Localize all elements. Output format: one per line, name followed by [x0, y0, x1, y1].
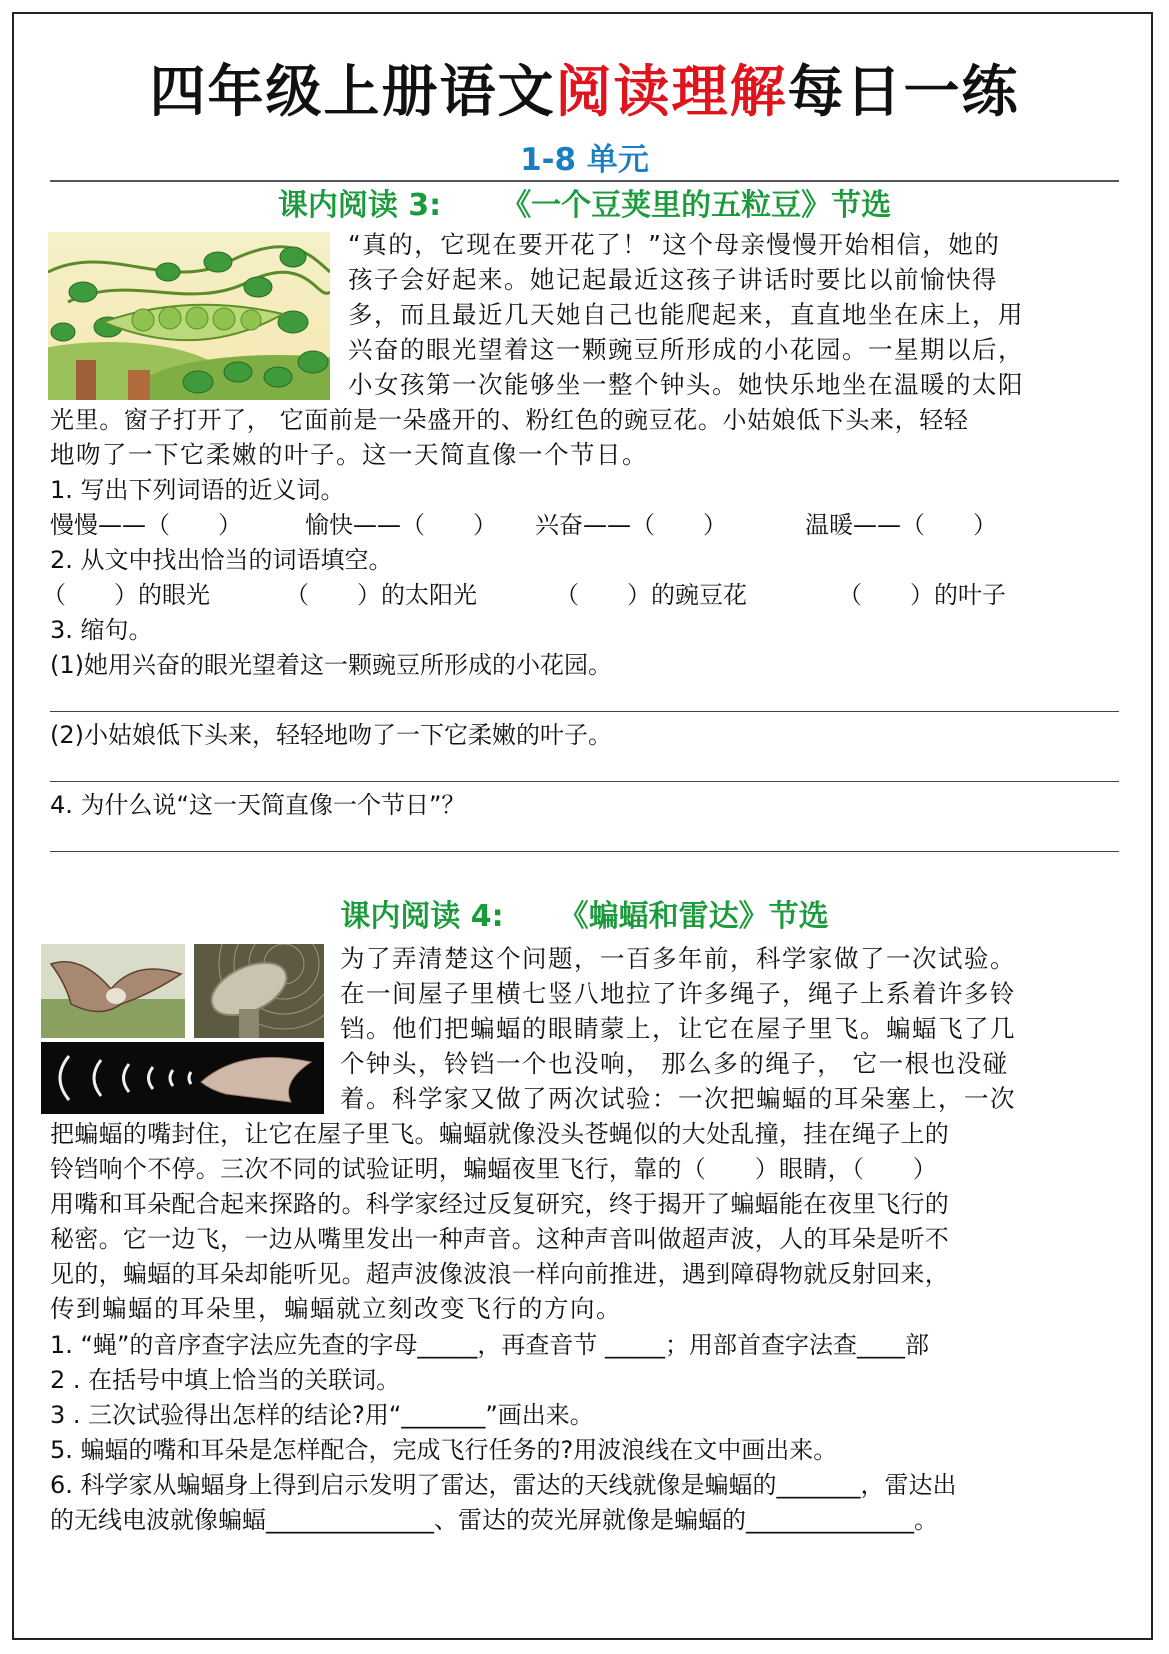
radar-dish-photo-icon: [194, 944, 324, 1038]
section4-passage-line-3: 铛。他们把蝙蝠的眼睛蒙上，让它在屋子里飞。蝙蝠飞了几: [340, 1014, 1016, 1043]
section4-question-5: 5. 蝙蝠的嘴和耳朵是怎样配合，完成飞行任务的?用波浪线在文中画出来。: [50, 1436, 838, 1464]
section4-question-3: 3 . 三次试验得出怎样的结论?用“_______”画出来。: [50, 1401, 594, 1429]
section3-label: 课内阅读 3:: [277, 188, 442, 223]
page-title: [0, 58, 1169, 128]
section4-question-6-cont: 的无线电波就像蝙蝠______________、雷达的荧光屏就像是蝙蝠的______________。: [50, 1506, 938, 1534]
section4-question-2: 2 . 在括号中填上恰当的关联词。: [50, 1366, 401, 1394]
answer-line-3-1[interactable]: [50, 711, 1119, 712]
section4-title: [0, 897, 1169, 937]
section4-passage-line-11: 传到蝙蝠的耳朵里，蝙蝠就立刻改变飞行的方向。: [50, 1294, 622, 1323]
header-divider: [50, 180, 1119, 182]
section3-book: 《一个豆荚里的五粒豆》节选: [501, 188, 892, 223]
pea-pod-illustration-icon: [48, 232, 330, 400]
section3-passage-line-1: “真的，它现在要开花了！”这个母亲慢慢开始相信，她的: [348, 230, 1001, 259]
section4-passage-line-9: 秘密。它一边飞，一边从嘴里发出一种声音。这种声音叫做超声波，人的耳朵是听不: [50, 1225, 950, 1253]
title-part-2: 每日一练: [787, 60, 1020, 125]
section3-passage-line-4: 兴奋的眼光望着这一颗豌豆所形成的小花园。一星期以后，: [348, 335, 1024, 364]
section4-label: 课内阅读 4:: [340, 899, 504, 934]
page-subtitle: 1-8 单元: [520, 142, 649, 178]
section4-passage-line-4: 个钟头，铃铛一个也没响， 那么多的绳子， 它一根也没碰: [340, 1049, 1009, 1078]
fill-item-1: （ ）的眼光: [42, 581, 210, 609]
section3-passage-line-6: 光里。窗子打开了， 它面前是一朵盛开的、粉红色的豌豆花。小姑娘低下头来，轻轻: [50, 406, 969, 434]
section4-passage-line-8: 用嘴和耳朵配合起来探路的。科学家经过反复研究，终于揭开了蝙蝠能在夜里飞行的: [50, 1190, 950, 1218]
synonym-item-1: 慢慢——（ ）: [50, 511, 242, 539]
section3-question-3-2: (2)小姑娘低下头来，轻轻地吻了一下它柔嫩的叶子。: [50, 721, 612, 749]
section3-title: [0, 186, 1169, 226]
fill-item-4: （ ）的叶子: [838, 581, 1006, 609]
answer-line-4[interactable]: [50, 851, 1119, 852]
title-part-1: 四年级上册语文: [149, 60, 556, 125]
synonym-item-2: 愉快——（ ）: [305, 511, 497, 539]
section3-question-3-1: (1)她用兴奋的眼光望着这一颗豌豆所形成的小花园。: [50, 651, 612, 679]
section3-passage-line-7: 地吻了一下它柔嫩的叶子。这一天简直像一个节日。: [50, 440, 648, 469]
answer-line-3-2[interactable]: [50, 781, 1119, 782]
section4-passage-line-5: 着。科学家又做了两次试验：一次把蝙蝠的耳朵塞上，一次: [340, 1084, 1016, 1113]
synonym-item-3: 兴奋——（ ）: [535, 511, 727, 539]
section3-question-1: 1. 写出下列词语的近义词。: [50, 476, 345, 504]
bat-photo-icon: [41, 944, 185, 1038]
fill-item-2: （ ）的太阳光: [285, 581, 477, 609]
section4-passage-line-1: 为了弄清楚这个问题，一百多年前，科学家做了一次试验。: [340, 944, 1016, 973]
title-highlight: 阅读理解: [555, 60, 788, 125]
section4-book: 《蝙蝠和雷达》节选: [558, 899, 829, 934]
section3-question-3: 3. 缩句。: [50, 616, 153, 644]
section3-passage-line-2: 孩子会好起来。她记起最近这孩子讲话时要比以前愉快得: [348, 265, 998, 294]
section3-passage-line-3: 多，而且最近几天她自己也能爬起来，直直地坐在床上，用: [348, 300, 1024, 329]
section3-passage-line-5: 小女孩第一次能够坐一整个钟头。她快乐地坐在温暖的太阳: [348, 370, 1024, 399]
bat-echolocation-photo-icon: [41, 1042, 324, 1114]
section3-question-4: 4. 为什么说“这一天简直像一个节日”？: [50, 791, 466, 819]
section4-question-6: 6. 科学家从蝙蝠身上得到启示发明了雷达，雷达的天线就像是蝙蝠的_______，雷达出: [50, 1471, 957, 1499]
section4-passage-line-10: 见的，蝙蝠的耳朵却能听见。超声波像波浪一样向前推进，遇到障碍物就反射回来，: [50, 1260, 950, 1288]
section4-passage-line-2: 在一间屋子里横七竖八地拉了许多绳子，绳子上系着许多铃: [340, 979, 1016, 1008]
synonym-item-4: 温暖——（ ）: [805, 511, 997, 539]
section4-passage-line-6: 把蝙蝠的嘴封住，让它在屋子里飞。蝙蝠就像没头苍蝇似的大处乱撞，挂在绳子上的: [50, 1120, 950, 1148]
section4-passage-line-7: 铃铛响个不停。三次不同的试验证明，蝙蝠夜里飞行，靠的（ ）眼睛，（ ）: [50, 1155, 938, 1183]
section4-question-1: 1. “蝇”的音序查字法应先查的字母_____，再查音节 _____；用部首查字法查____部: [50, 1331, 930, 1359]
section3-question-2: 2. 从文中找出恰当的词语填空。: [50, 546, 393, 574]
fill-item-3: （ ）的豌豆花: [555, 581, 747, 609]
